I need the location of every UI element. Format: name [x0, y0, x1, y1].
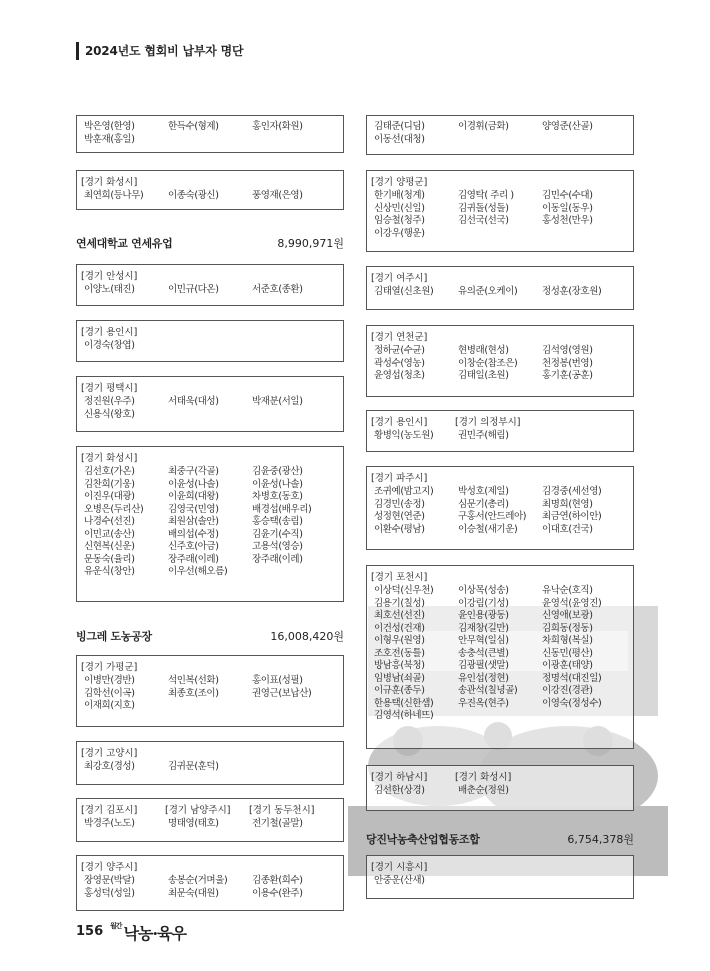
donor-box	[366, 115, 634, 155]
donor-name: 안중운(산새)	[374, 875, 425, 886]
donor-name: 이광훈(태양)	[542, 660, 593, 671]
donor-name: 석인복(선화)	[168, 675, 219, 686]
donor-name: 김석영(영원)	[542, 345, 593, 356]
donor-box	[76, 798, 344, 842]
donor-name: 최연희(등나무)	[84, 190, 144, 201]
donor-name: 김영국(민영)	[168, 503, 219, 515]
donor-name: 이규훈(종두)	[374, 685, 425, 696]
donor-name: 구홍서(안드레아)	[458, 511, 527, 522]
donor-box	[366, 855, 634, 899]
donor-name: 홍성덕(성일)	[84, 887, 135, 899]
donor-name: 김광필(샛말)	[458, 660, 509, 671]
donor-name: 송관석(칠녕골)	[458, 685, 518, 696]
donor-name: 김종환(희수)	[252, 875, 303, 886]
donor-name: 최강호(경성)	[84, 761, 135, 772]
donor-name: 송충석(큰별)	[458, 647, 509, 659]
region-label: [경기 파주시]	[371, 473, 428, 484]
donor-name: 박훈재(홍일)	[84, 133, 135, 145]
donor-box	[76, 320, 344, 362]
donor-box	[76, 855, 344, 911]
magazine-logo: $^{월간}$ 낙농·육우	[110, 921, 186, 943]
donor-name: 최호선(선진)	[374, 610, 425, 621]
donor-name: 윤인용(광동)	[458, 610, 509, 621]
region-label: [경기 김포시]	[81, 805, 138, 816]
donor-name: 이동일(동우)	[542, 202, 593, 214]
donor-name: 명태영(태호)	[168, 818, 219, 829]
donor-name: 최금연(하이안)	[542, 511, 602, 522]
donor-name: 서준호(종환)	[252, 284, 303, 295]
donor-name: 이상목(성송)	[458, 585, 509, 596]
region-label: [경기 용인시]	[81, 327, 138, 338]
donor-name: 김용기(칠성)	[374, 597, 425, 609]
donor-name: 이승철(새기운)	[458, 523, 518, 535]
donor-name: 한용택(신한샘)	[374, 697, 434, 709]
donor-name: 안무혁(일심)	[458, 635, 509, 646]
donor-name: 박성호(제일)	[458, 486, 509, 497]
donor-name: 이상덕(신우천)	[374, 585, 434, 596]
donor-name: 방남흥(북청)	[374, 660, 425, 671]
donor-name: 김귀문(훈덕)	[168, 761, 219, 772]
region-label: [경기 화성시]	[455, 772, 512, 783]
donor-box	[366, 565, 634, 749]
donor-name: 이병만(경반)	[84, 675, 135, 686]
region-label: [경기 의정부시]	[455, 417, 521, 428]
page-header: 2024년도 협회비 납부자 명단	[76, 42, 243, 60]
donor-name: 이강진(경관)	[542, 685, 593, 696]
donor-name: 이영숙(정성수)	[542, 697, 602, 709]
donor-name: 김태준(디딤)	[374, 121, 425, 132]
donor-name: 차희형(복실)	[542, 635, 593, 646]
region-label: [경기 용인시]	[371, 417, 428, 428]
donor-box	[366, 765, 634, 811]
donor-name: 이우선(해오름)	[168, 566, 228, 577]
donor-name: 홍승택(송림)	[252, 516, 303, 527]
donor-name: 이강림(기성)	[458, 597, 509, 609]
donor-box	[366, 466, 634, 550]
donor-name: 이형우(원영)	[374, 635, 425, 646]
region-label: [경기 안성시]	[81, 271, 138, 282]
donor-name: 정하균(수균)	[374, 345, 425, 356]
donor-name: 김경중(세선영)	[542, 486, 602, 497]
donor-name: 김윤중(광산)	[252, 466, 303, 477]
donor-name: 장주래(이레)	[252, 553, 303, 565]
donor-name: 신상민(신일)	[374, 202, 425, 214]
donor-name: 김선호(가온)	[84, 466, 135, 477]
donor-org: 빙그레 도농공장	[76, 630, 152, 643]
donor-box	[366, 266, 634, 310]
region-label: [경기 연천군]	[371, 332, 428, 343]
donor-name: 이진우(대광)	[84, 491, 135, 502]
donor-name: 정명석(대진일)	[542, 672, 602, 684]
region-label: [경기 평택시]	[81, 383, 138, 394]
donor-box	[76, 376, 344, 432]
region-label: [경기 남양주시]	[165, 805, 231, 816]
donor-name: 김영석(하네뜨)	[374, 710, 434, 721]
donor-name: 이창순(참조은)	[458, 357, 518, 369]
donor-name: 김선한(상경)	[374, 785, 425, 796]
donor-name: 김경민(송정)	[374, 498, 425, 510]
page-number: 156	[76, 924, 104, 939]
donor-name: 유낙순(호직)	[542, 585, 593, 596]
region-label: [경기 화성시]	[81, 453, 138, 464]
donor-name: 이경휘(금화)	[458, 121, 509, 132]
donor-name: 곽성수(영농)	[374, 357, 425, 369]
donor-name: 신동민(평산)	[542, 647, 593, 659]
donor-box	[76, 741, 344, 785]
donor-name: 풍영재(은영)	[252, 190, 303, 201]
donor-name: 한기배(청계)	[374, 190, 425, 201]
region-label: [경기 동두천시]	[249, 805, 315, 816]
donor-name: 최중구(각골)	[168, 466, 219, 477]
donor-box	[76, 115, 344, 153]
donor-name: 우진옥(현주)	[458, 697, 509, 709]
donor-amount: 6,754,378원	[567, 833, 634, 846]
donor-name: 신용식(왕호)	[84, 408, 135, 420]
region-label: [경기 화성시]	[81, 177, 138, 188]
donor-name: 배의섭(수정)	[168, 528, 219, 540]
donor-name: 홍기훈(공훈)	[542, 370, 593, 381]
donor-name: 송봉순(거며울)	[168, 875, 228, 886]
donor-name: 최문숙(대원)	[168, 887, 219, 899]
donor-name: 권영근(보납산)	[252, 687, 312, 699]
donor-name: 김귀돌(성돌)	[458, 202, 509, 214]
donor-name: 홍이표(성필)	[252, 675, 303, 686]
donor-name: 이종숙(광신)	[168, 190, 219, 201]
donor-name: 홍인자(화원)	[252, 121, 303, 132]
donor-box	[76, 446, 344, 602]
donor-name: 신주호(아금)	[168, 541, 219, 552]
donor-org: 당진낙농축산업협동조합	[366, 833, 480, 846]
donor-name: 이윤성(나솔)	[252, 478, 303, 490]
donor-name: 김재창(길만)	[458, 622, 509, 634]
donor-name: 유의준(오케이)	[458, 286, 518, 297]
donor-name: 서태욱(대성)	[168, 396, 219, 407]
donor-name: 고용석(영승)	[252, 541, 303, 552]
region-label: [경기 하남시]	[371, 772, 428, 783]
donor-name: 성정현(연준)	[374, 511, 425, 522]
donor-name: 권민주(해림)	[458, 430, 509, 441]
donor-name: 임병남(쇠골)	[374, 672, 425, 684]
donor-name: 김민수(수대)	[542, 190, 593, 201]
donor-box	[76, 655, 344, 727]
donor-name: 윤영섭(청초)	[374, 370, 425, 381]
donor-name: 장주래(이레)	[168, 553, 219, 565]
donor-name: 이재희(지호)	[84, 700, 135, 711]
donor-name: 이윤성(나솔)	[168, 478, 219, 490]
donor-box	[76, 264, 344, 306]
donor-name: 이건성(건재)	[374, 622, 425, 634]
donor-name: 한득수(형제)	[168, 121, 219, 132]
donor-name: 장영문(박달)	[84, 875, 135, 886]
region-label: [경기 고양시]	[81, 748, 138, 759]
donor-name: 최원삼(솔안)	[168, 516, 219, 527]
donor-name: 이민교(송산)	[84, 528, 135, 540]
donor-box	[366, 325, 634, 397]
donor-name: 윤영석(윤영진)	[542, 597, 602, 609]
donor-box	[366, 410, 634, 452]
donor-name: 김찬희(기웅)	[84, 478, 135, 490]
donor-name: 이민규(다온)	[168, 284, 219, 295]
donor-name: 김학선(이곡)	[84, 687, 135, 699]
donor-name: 전기철(골말)	[252, 818, 303, 829]
donor-name: 임승철(청주)	[374, 215, 425, 226]
donor-name: 배경섭(배우리)	[252, 503, 312, 515]
donor-name: 김태열(신초원)	[374, 286, 434, 297]
donor-name: 신영애(보광)	[542, 610, 593, 621]
donor-box	[366, 170, 634, 252]
donor-name: 신현복(신운)	[84, 541, 135, 552]
region-label: [경기 양평군]	[371, 177, 428, 188]
donor-name: 정성훈(장호원)	[542, 286, 602, 297]
donor-name: 차병호(동호)	[252, 491, 303, 502]
region-label: [경기 여주시]	[371, 273, 428, 284]
donor-name: 배춘순(정원)	[458, 785, 509, 796]
donor-name: 유인섭(정현)	[458, 672, 509, 684]
donor-name: 황병익(농도원)	[374, 430, 434, 441]
donor-name: 현병래(현성)	[458, 345, 509, 356]
donor-name: 문동숙(율리)	[84, 553, 135, 565]
donor-name: 이환수(평남)	[374, 523, 425, 535]
donor-name: 이대호(건국)	[542, 523, 593, 535]
donor-org: 연세대학교 연세유업	[76, 237, 173, 250]
donor-amount: 8,990,971원	[277, 237, 344, 250]
donor-name: 김선국(선국)	[458, 215, 509, 226]
donor-name: 김영탁( 주리 )	[458, 190, 514, 201]
donor-name: 이양노(태진)	[84, 284, 135, 295]
donor-name: 김윤기(수직)	[252, 528, 303, 540]
region-label: [경기 가평군]	[81, 662, 138, 673]
donor-name: 박경주(노도)	[84, 818, 135, 829]
donor-name: 유운식(창안)	[84, 566, 135, 577]
donor-name: 이동선(대청)	[374, 133, 425, 145]
donor-name: 오병은(두리산)	[84, 503, 144, 515]
donor-name: 김희동(정동)	[542, 622, 593, 634]
donor-box	[76, 170, 344, 210]
donor-name: 김태일(초원)	[458, 370, 509, 381]
donor-name: 조귀예(밤고지)	[374, 486, 434, 497]
donor-name: 최종호(조이)	[168, 687, 219, 699]
donor-name: 최명희(현영)	[542, 498, 593, 510]
donor-name: 조호전(동틀)	[374, 647, 425, 659]
donor-name: 이윤희(대왕)	[168, 491, 219, 502]
donor-name: 이용수(완주)	[252, 887, 303, 899]
donor-name: 심문기(총리)	[458, 498, 509, 510]
donor-amount: 16,008,420원	[270, 630, 344, 643]
donor-name: 이강우(행운)	[374, 227, 425, 239]
donor-name: 천정봉(번영)	[542, 357, 593, 369]
donor-name: 박재분(서일)	[252, 396, 303, 407]
donor-name: 나경수(선진)	[84, 516, 135, 527]
region-label: [경기 시흥시]	[371, 862, 428, 873]
region-label: [경기 포천시]	[371, 572, 428, 583]
donor-name: 이경숙(창엽)	[84, 340, 135, 351]
region-label: [경기 양주시]	[81, 862, 138, 873]
donor-name: 홍성천(만우)	[542, 215, 593, 226]
donor-name: 박은영(한영)	[84, 121, 135, 132]
donor-name: 정진원(우주)	[84, 396, 135, 407]
donor-name: 양영준(산골)	[542, 121, 593, 132]
